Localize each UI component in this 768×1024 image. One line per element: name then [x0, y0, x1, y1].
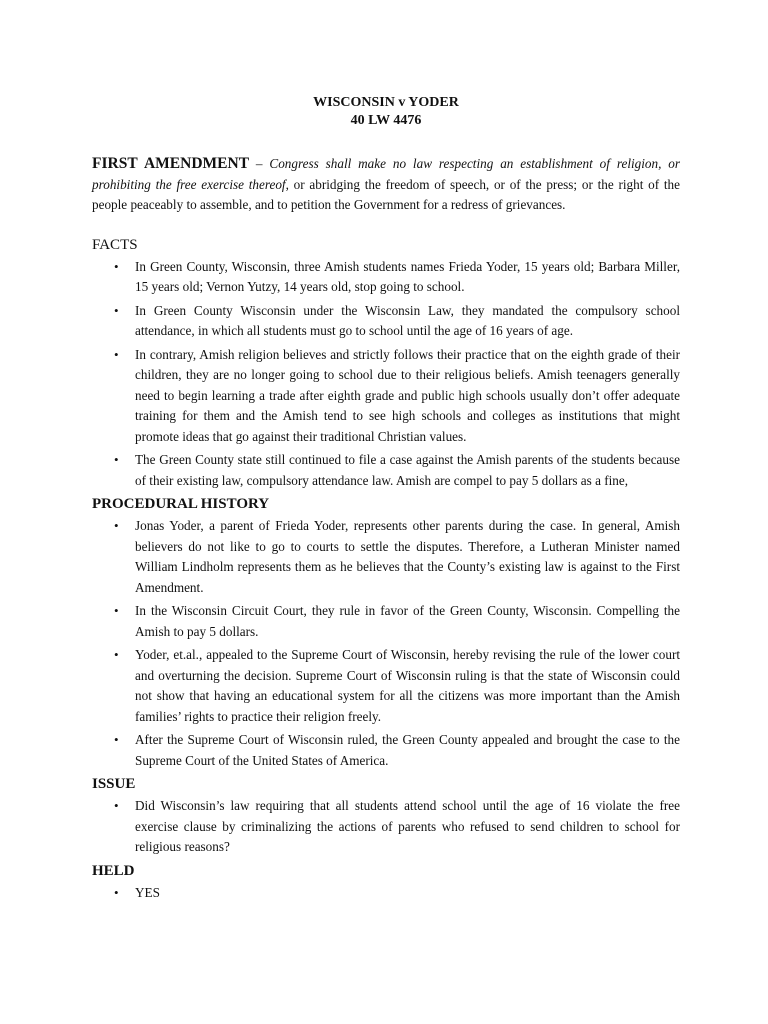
list-item: [92, 601, 680, 642]
issue-list: [92, 796, 680, 858]
list-item-text: Yoder, et.al., appealed to the Supreme Court of Wisconsin, hereby revising the rule of the lower court and overturning the decision. Supreme Court of Wisconsin ruling is that the state of Wisconsin could not show that having an educational system for all the citizens was more important than the Amish families’ rights to practice their religion freely.: [135, 647, 680, 724]
bullet-icon: •: [114, 798, 119, 813]
list-item: [92, 345, 680, 448]
bullet-icon: •: [114, 647, 119, 662]
bullet-icon: •: [114, 346, 119, 362]
amendment-dash: –: [249, 156, 270, 171]
list-item-text: Jonas Yoder, a parent of Frieda Yoder, represents other parents during the case. In general, Amish believers do not like to go to courts to settle the disputes. Therefore, a Lutheran Minister named William Lindholm represents them as he believes that the County’s existing law is against to the First Amendment.: [135, 518, 680, 595]
held-heading: HELD: [92, 862, 135, 879]
list-item: [92, 301, 680, 342]
facts-heading: FACTS: [92, 236, 138, 253]
bullet-icon: •: [114, 732, 119, 747]
case-citation: 40 LW 4476: [350, 113, 422, 128]
issue-heading: ISSUE: [92, 776, 136, 792]
held-list: [92, 883, 680, 904]
list-item-text: In Green County Wisconsin under the Wisconsin Law, they mandated the compulsory school attendance, in which all students must go to school until the age of 16 years of age.: [135, 302, 680, 338]
list-item-text: The Green County state still continued to file a case against the Amish parents of the students because of their existing law, compulsory attendance law. Amish are compel to pay 5 dollars as a fine,: [135, 452, 680, 488]
list-item-text: After the Supreme Court of Wisconsin ruled, the Green County appealed and brought the case to the Supreme Court of the United States of America.: [135, 732, 680, 768]
amendment-paragraph: [92, 154, 680, 216]
bullet-icon: •: [114, 302, 119, 318]
bullet-icon: •: [114, 452, 119, 467]
list-item: [92, 257, 680, 298]
bullet-icon: •: [114, 258, 119, 274]
amendment-quote: Congress shall make no law respecting an establishment of religion, or prohibiting the free exercise thereof: [92, 156, 680, 192]
facts-list: [92, 257, 680, 492]
case-title: WISCONSIN v YODER: [313, 95, 459, 110]
procedural-history-heading: PROCEDURAL HISTORY: [92, 496, 270, 512]
list-item: [92, 883, 680, 904]
bullet-icon: •: [114, 518, 119, 533]
list-item-text: YES: [135, 884, 160, 900]
bullet-icon: •: [114, 603, 119, 618]
amendment-rest: , or abridging the freedom of speech, or of the press; or the right of the people peaceably to assemble, and to petition the Government for a redress of grievances.: [92, 176, 680, 212]
bullet-icon: •: [114, 884, 119, 900]
list-item: [92, 796, 680, 858]
list-item-text: In contrary, Amish religion believes and strictly follows their practice that on the eighth grade of their children, they are no longer going to school due to their religious beliefs. Amish teenagers generally need to begin learning a trade after eighth grade and public high schools usually don’t offer adequate training for them and the Amish tend to see high schools and colleges as institutions that might promote ideas that go against their traditional Christian values.: [135, 346, 680, 444]
list-item: [92, 516, 680, 598]
list-item-text: In Green County, Wisconsin, three Amish students names Frieda Yoder, 15 years old; Barbara Miller, 15 years old; Vernon Yutzy, 14 years old, stop going to school.: [135, 258, 680, 294]
amendment-heading: FIRST AMENDMENT: [92, 155, 250, 172]
list-item-text: Did Wisconsin’s law requiring that all students attend school until the age of 16 violate the free exercise clause by criminalizing the actions of parents who refused to send children to school for religious reasons?: [135, 798, 680, 854]
list-item: [92, 645, 680, 727]
list-item-text: In the Wisconsin Circuit Court, they rule in favor of the Green County, Wisconsin. Compelling the Amish to pay 5 dollars.: [135, 603, 680, 639]
list-item: [92, 450, 680, 491]
list-item: [92, 730, 680, 771]
procedural-history-list: [92, 516, 680, 771]
